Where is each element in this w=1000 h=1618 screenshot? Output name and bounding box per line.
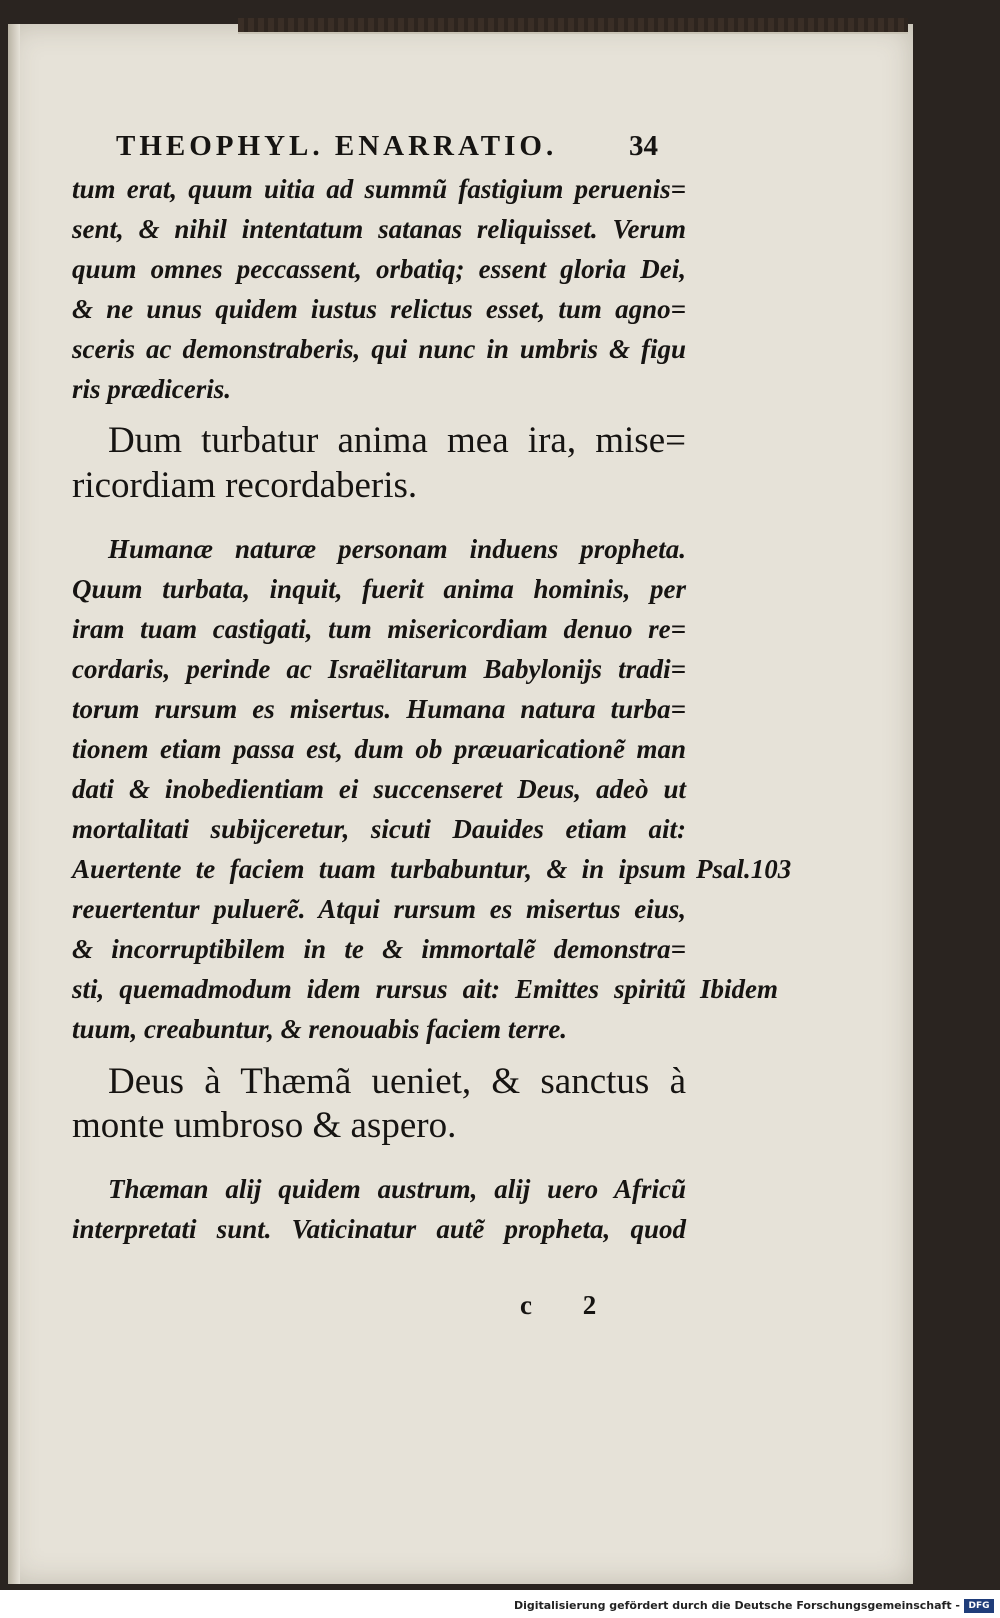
text-line: mortalitati subijceretur, sicuti Dauides etiam ait:	[72, 814, 686, 844]
text-line: interpretati sunt. Vaticinatur autẽ propheta, quod	[72, 1214, 686, 1244]
page-spine-shadow	[8, 24, 20, 1584]
torn-top-edge	[238, 18, 908, 34]
text-line: Quum turbata, inquit, fuerit anima hominis, per	[72, 574, 686, 604]
page-number: 34	[629, 130, 658, 162]
dfg-logo[interactable]: DFG	[964, 1599, 994, 1613]
text-line: tum erat, quum uitia ad summũ fastigium peruenis=	[72, 174, 686, 204]
text-line: cordaris, perinde ac Israëlitarum Babylonijs tradi=	[72, 654, 686, 684]
text-line: sent, & nihil intentatum satanas reliquisset. Verum	[72, 214, 686, 244]
text-line: dati & inobedientiam ei succenseret Deus, adeò ut	[72, 774, 686, 804]
verse-line: Dum turbatur anima mea ira, mise=	[108, 420, 686, 461]
text-line: iram tuam castigati, tum misericordiam denuo re=	[72, 614, 686, 644]
verse-line: Deus à Thæmã ueniet, & sanctus à	[108, 1061, 686, 1102]
running-head	[116, 130, 676, 163]
margin-note-ibidem: Ibidem	[700, 974, 778, 1004]
text-line: sceris ac demonstraberis, qui nunc in umbris & figu	[72, 334, 686, 364]
text-line: tionem etiam passa est, dum ob præuaricationẽ man	[72, 734, 686, 764]
text-line: tuum, creabuntur, & renouabis faciem terre.	[72, 1014, 568, 1044]
text-line: sti, quemadmodum idem rursus ait: Emittes spiritũ	[72, 974, 686, 1004]
text-line: torum rursum es misertus. Humana natura turba=	[72, 694, 686, 724]
text-line: Humanæ naturæ personam induens propheta.	[108, 534, 686, 564]
margin-note-psalm: Psal.103	[696, 854, 792, 884]
footer-bar	[0, 1590, 1000, 1618]
verse-line: monte umbroso & aspero.	[72, 1105, 457, 1146]
verse-line: ricordiam recordaberis.	[72, 465, 418, 506]
running-title: THEOPHYL. ENARRATIO.	[116, 130, 558, 162]
text-line: & ne unus quidem iustus relictus esset, tum agno=	[72, 294, 686, 324]
text-line: Thæman alij quidem austrum, alij uero Africũ	[108, 1174, 686, 1204]
book-page	[8, 24, 913, 1584]
signature-mark: c 2	[520, 1290, 619, 1320]
text-line: reuertentur puluerẽ. Atqui rursum es misertus eius,	[72, 894, 686, 924]
footer-credit: Digitalisierung gefördert durch die Deutsche Forschungsgemeinschaft -	[513, 1599, 960, 1612]
text-line: & incorruptibilem in te & immortalẽ demonstra=	[72, 934, 686, 964]
text-line: Auertente te faciem tuam turbabuntur, & in ipsum	[72, 854, 686, 884]
text-line: quum omnes peccassent, orbatiq; essent gloria Dei,	[72, 254, 686, 284]
text-line: ris prædiceris.	[72, 374, 232, 404]
